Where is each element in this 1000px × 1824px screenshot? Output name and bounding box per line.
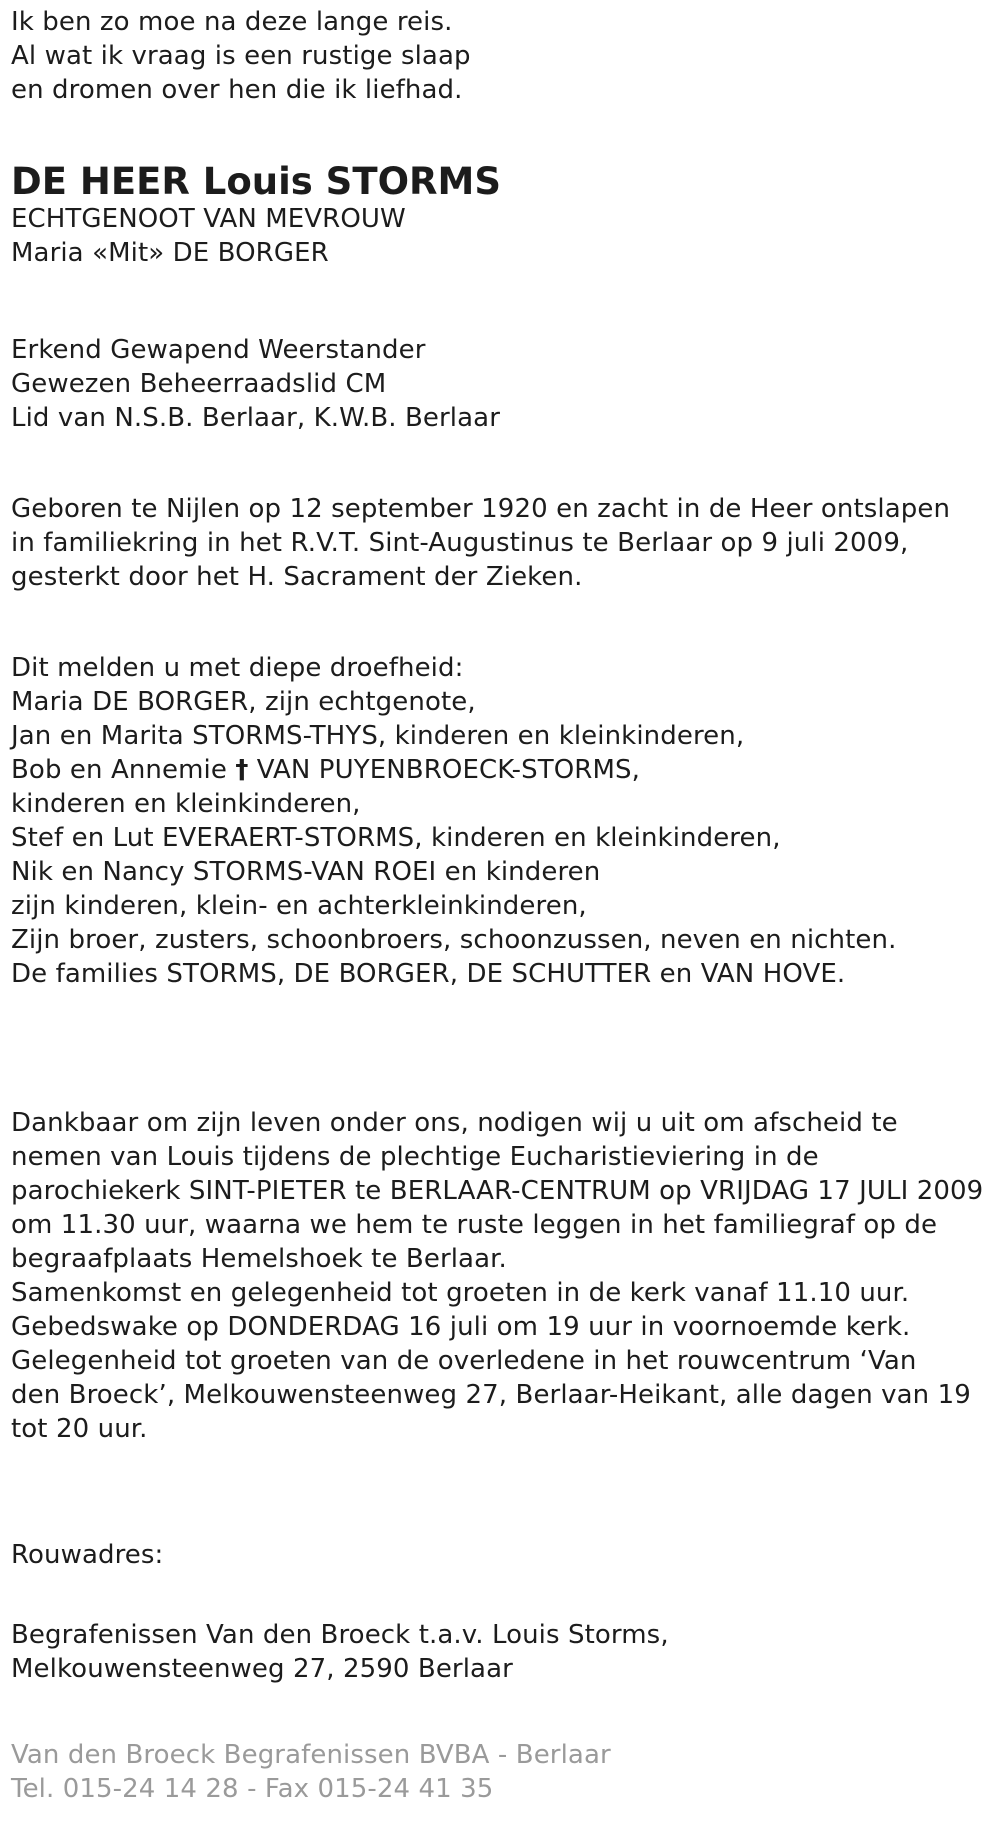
announcer-line: Zijn broer, zusters, schoonbroers, schoonzussen, neven en nichten.: [11, 925, 897, 955]
footer-contact: Tel. 015-24 14 28 - Fax 015-24 41 35: [11, 1774, 494, 1804]
announcers-section: [11, 648, 896, 994]
announcer-line: Maria DE BORGER, zijn echtgenote,: [11, 687, 476, 717]
titles-section: [11, 330, 500, 438]
announcer-line: kinderen en kleinkinderen,: [11, 789, 361, 819]
ceremony-line: Dankbaar om zijn leven onder ons, nodigen wij u uit om afscheid te: [11, 1108, 898, 1138]
deceased-section: [11, 158, 501, 273]
announcer-line: Stef en Lut EVERAERT-STORMS, kinderen en kleinkinderen,: [11, 823, 781, 853]
ceremony-line: begraafplaats Hemelshoek te Berlaar.: [11, 1244, 507, 1274]
ceremony-line: om 11.30 uur, waarna we hem te ruste leggen in het familiegraf op de: [11, 1210, 938, 1240]
announcer-line: De families STORMS, DE BORGER, DE SCHUTTER en VAN HOVE.: [11, 959, 846, 989]
ceremony-line: Gebedswake op DONDERDAG 16 juli om 19 uur in voornoemde kerk.: [11, 1312, 911, 1342]
announcer-text: Bob en Annemie: [11, 755, 236, 785]
title-line: Gewezen Beheerraadslid CM: [11, 369, 387, 399]
birth-death-section: [11, 489, 950, 597]
announcer-text: VAN PUYENBROECK-STORMS,: [248, 755, 640, 785]
mourning-address-section: [11, 1535, 163, 1575]
ceremony-section: [11, 1103, 983, 1449]
footer-company: Van den Broeck Begrafenissen BVBA - Berlaar: [11, 1740, 611, 1770]
announcer-line: Jan en Marita STORMS-THYS, kinderen en kleinkinderen,: [11, 721, 745, 751]
ceremony-line: Samenkomst en gelegenheid tot groeten in de kerk vanaf 11.10 uur.: [11, 1278, 910, 1308]
announcer-line: Nik en Nancy STORMS-VAN ROEI en kinderen: [11, 857, 601, 887]
birth-death-line: Geboren te Nijlen op 12 september 1920 en zacht in de Heer ontslapen: [11, 494, 951, 524]
title-line: Lid van N.S.B. Berlaar, K.W.B. Berlaar: [11, 403, 500, 433]
announcers-intro: Dit melden u met diepe droefheid:: [11, 653, 464, 683]
ceremony-line: tot 20 uur.: [11, 1414, 148, 1444]
announcer-line: zijn kinderen, klein- en achterkleinkinderen,: [11, 891, 587, 921]
mourning-address-line: Melkouwensteenweg 27, 2590 Berlaar: [11, 1654, 513, 1684]
birth-death-line: in familiekring in het R.V.T. Sint-Augustinus te Berlaar op 9 juli 2009,: [11, 528, 909, 558]
mourning-address-label: Rouwadres:: [11, 1540, 164, 1570]
ceremony-line: parochiekerk SINT-PIETER te BERLAAR-CENTRUM op VRIJDAG 17 JULI 2009: [11, 1176, 984, 1206]
ceremony-line: nemen van Louis tijdens de plechtige Eucharistieviering in de: [11, 1142, 819, 1172]
deceased-name: DE HEER Louis STORMS: [11, 160, 501, 203]
mourning-address: [11, 1615, 669, 1689]
motto-line: Ik ben zo moe na deze lange reis.: [11, 7, 453, 37]
motto-line: Al wat ik vraag is een rustige slaap: [11, 41, 471, 71]
funeral-home-footer: [11, 1735, 611, 1809]
mourning-address-line: Begrafenissen Van den Broeck t.a.v. Louis Storms,: [11, 1620, 669, 1650]
ceremony-line: den Broeck’, Melkouwensteenweg 27, Berlaar-Heikant, alle dagen van 19: [11, 1380, 971, 1410]
motto-poem: [11, 2, 471, 110]
title-line: Erkend Gewapend Weerstander: [11, 335, 426, 365]
cross-icon: †: [235, 755, 249, 785]
motto-line: en dromen over hen die ik liefhad.: [11, 75, 463, 105]
spouse-name: Maria «Mit» DE BORGER: [11, 238, 329, 268]
spouse-line: ECHTGENOOT VAN MEVROUW: [11, 204, 406, 234]
birth-death-line: gesterkt door het H. Sacrament der Zieken.: [11, 562, 583, 592]
ceremony-line: Gelegenheid tot groeten van de overledene in het rouwcentrum ‘Van: [11, 1346, 917, 1376]
